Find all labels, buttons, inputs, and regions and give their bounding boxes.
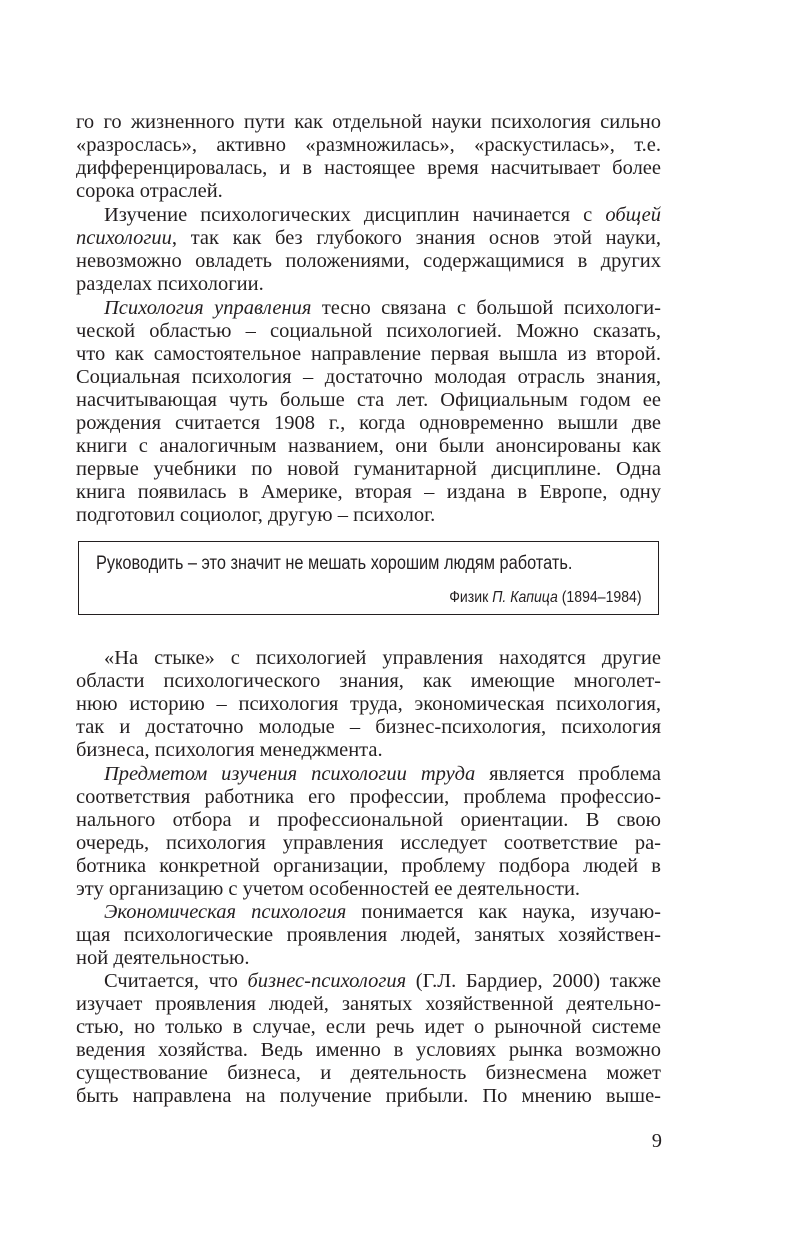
text-line: щая психологические проявления людей, занятых хозяйствен- — [76, 924, 661, 946]
term-business-psychology: бизнес-психология — [247, 970, 407, 992]
text-line: изучает проявления людей, занятых хозяйственной деятельно- — [76, 993, 661, 1015]
text-line: насчитывающая чуть больше ста лет. Официальным годом ее — [76, 389, 661, 411]
text-line: Считается, что бизнес-психология (Г.Л. Бардиер, 2000) также — [104, 970, 661, 992]
text-line: Изучение психологических дисциплин начинается с общей — [104, 204, 661, 226]
term-labor-psychology: Предметом изучения психологии труда — [104, 763, 476, 785]
text-line: стью, но только в случае, если речь идет о рыночной системе — [76, 1016, 661, 1038]
text-line: невозможно овладеть положениями, содержащимися в других — [76, 250, 661, 272]
text-line: бизнеса, психология менеджмента. — [76, 739, 383, 761]
text-line: «На стыке» с психологией управления находятся другие — [104, 647, 661, 669]
text-line: ведения хозяйства. Ведь именно в условиях рынка возможно — [76, 1039, 661, 1061]
epigraph-quote-box — [78, 541, 659, 615]
text-line: Психология управления тесно связана с большой психологи- — [104, 297, 661, 319]
text-line: ботника конкретной организации, проблему подбора людей в — [76, 855, 661, 877]
text-line: Предметом изучения психологии труда является проблема — [104, 763, 662, 785]
term-economic-psychology: Экономическая психология — [104, 901, 347, 923]
text-line: «разрослась», активно «размножилась», «раскустилась», т.е. — [76, 134, 661, 156]
text-line: Социальная психология – достаточно молодая отрасль знания, — [76, 366, 661, 388]
text-line: книга появилась в Америке, вторая – издана в Европе, одну — [76, 481, 661, 503]
text-line: ческой областью – социальной психологией. Можно сказать, — [76, 320, 661, 342]
text-line: первые учебники по новой гуманитарной дисциплине. Одна — [76, 458, 661, 480]
text-line: Экономическая психология понимается как наука, изучаю- — [104, 901, 661, 923]
text-line: разделах психологии. — [76, 273, 264, 295]
text-line: быть направлена на получение прибыли. По мнению выше- — [76, 1085, 661, 1107]
text-line: соответствия работника его профессии, проблема профессио- — [76, 786, 661, 808]
text-line: области психологического знания, как имеющие многолет- — [76, 670, 661, 692]
text-line: ной деятельностью. — [76, 947, 250, 969]
quote-author-name: П. Капица — [492, 589, 559, 606]
term-general-psychology: общей — [605, 204, 661, 226]
quote-attribution: Физик П. Капица (1894–1984) — [449, 589, 642, 606]
text-line: сорока отраслей. — [76, 180, 223, 202]
text-line: психологии, так как без глубокого знания основ этой науки, — [76, 227, 661, 249]
text-line: книги с аналогичным названием, они были анонсированы как — [76, 435, 661, 457]
text-line: подготовил социолог, другую – психолог. — [76, 504, 436, 526]
text-line: так и достаточно молодые – бизнес-психология, психология — [76, 716, 661, 738]
term-general-psychology-cont: психологии — [76, 227, 172, 249]
text-line: рождения считается 1908 г., когда одновременно вышли две — [76, 412, 661, 434]
text-line: очередь, психология управления исследует соответствие ра- — [76, 832, 661, 854]
text-line: эту организацию с учетом особенностей ее деятельности. — [76, 878, 581, 900]
text-line: нюю историю – психология труда, экономическая психология, — [76, 693, 661, 715]
text-line: нального отбора и профессиональной ориентации. В свою — [76, 809, 661, 831]
text-line: что как самостоятельное направление первая вышла из второй. — [76, 343, 661, 365]
text-line: существование бизнеса, и деятельность бизнесмена может — [76, 1062, 661, 1084]
text-line: го го жизненного пути как отдельной науки психология сильно — [76, 111, 661, 133]
page-number: 9 — [651, 1130, 662, 1152]
text-line: дифференцировалась, и в настоящее время насчитывает более — [76, 157, 661, 179]
quote-text: Руководить – это значит не мешать хорошим людям работать. — [96, 553, 573, 574]
term-management-psychology: Психология управления — [104, 297, 312, 319]
